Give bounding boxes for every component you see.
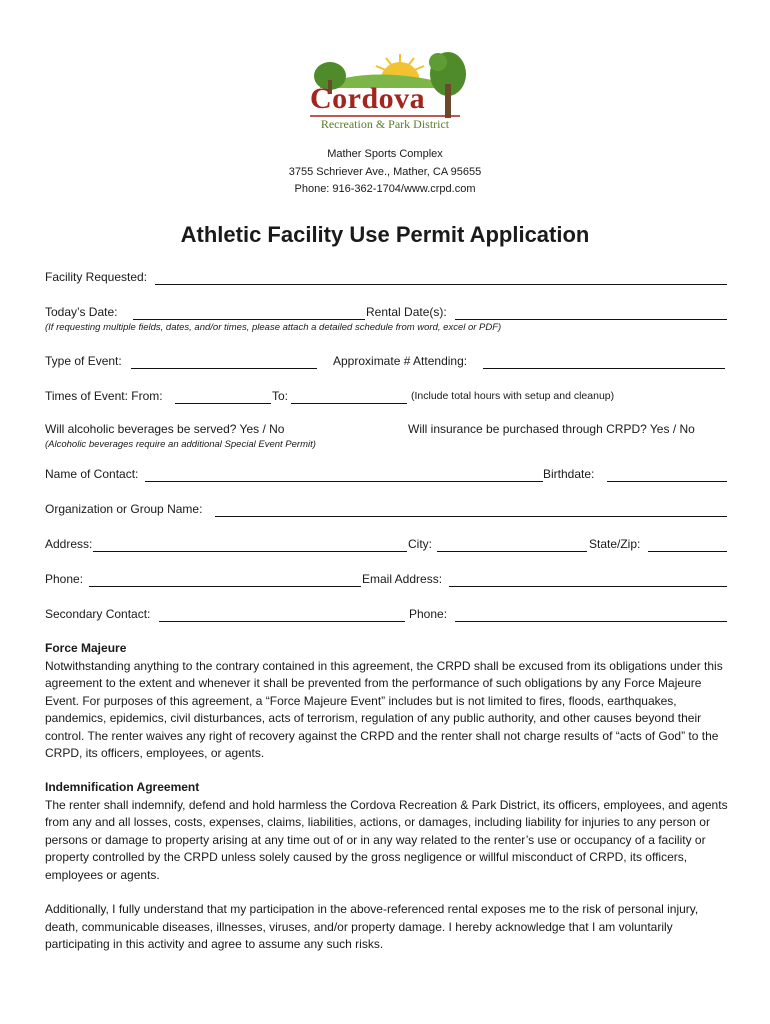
email-label: Email Address: [362,572,443,586]
times-to-label: To: [272,389,289,403]
force-majeure-heading: Force Majeure [45,641,127,655]
times-from-input-line[interactable] [175,403,271,404]
email-input-line[interactable] [449,586,727,587]
facility-row [45,270,727,288]
dates-row [45,305,727,323]
page-title: Athletic Facility Use Permit Application [180,222,590,247]
phone-email-row [45,572,727,590]
event-type-row [45,354,727,372]
times-row [45,389,727,407]
phone-label: Phone: [45,572,84,586]
state-zip-input-line[interactable] [648,551,727,552]
event-type-label: Type of Event: [45,354,122,368]
indemnification-body: The renter shall indemnify, defend and hold harmless the Cordova Recreation & Park District, its officers, employees, and agents from any and all losses, costs, expenses, claims, liabilities, actions, or damages, including liability for injuries to any person or persons or damage to property arising at any time out of or in any way related to the renter’s use or occupancy of a facility or property controlled by the CRPD unless solely caused by the gross negligence or willful misconduct of CRPD, its officers, employees or agents. [45,797,728,882]
rental-dates-label: Rental Date(s): [366,305,447,319]
birthdate-input-line[interactable] [607,481,727,482]
facility-input-line[interactable] [155,284,727,285]
multi-request-note: (If requesting multiple fields, dates, and/or times, please attach a detailed schedule from word, excel or PDF) [45,322,502,333]
secondary-phone-input-line[interactable] [455,621,727,622]
secondary-phone-label: Phone: [409,607,448,621]
address-input-line[interactable] [93,551,407,552]
times-note: (Include total hours with setup and cleanup) [411,390,615,402]
organization-input-line[interactable] [215,516,727,517]
today-date-label: Today’s Date: [45,305,118,319]
insurance-question[interactable]: Will insurance be purchased through CRPD? Yes / No [408,422,695,436]
address-row [45,537,727,555]
secondary-contact-label: Secondary Contact: [45,607,151,621]
rental-dates-input-line[interactable] [455,319,727,320]
force-majeure-body: Notwithstanding anything to the contrary contained in this agreement, the CRPD shall be excused from its obligations under this agreement to the extent and whenever it shall be prevented from the performance of such obligations by any Force Majeure Event. For purposes of this agreement, a “Force Majeure Event” includes but is not limited to fires, floods, earthquakes, pandemics, epidemics, civil disturbances, acts of terrorism, regulation of any public authority, and other causes beyond their control. The renter waives any right of recovery against the CRPD and the renter shall not charge results of “acts of God” to the CRPD, its officers, employees, or agents. [45,658,723,760]
alcohol-permit-note: (Alcoholic beverages require an additional Special Event Permit) [45,439,316,450]
address-line-2: 3755 Schriever Ave., Mather, CA 95655 [288,165,482,178]
attending-input-line[interactable] [483,368,725,369]
event-type-input-line[interactable] [131,368,317,369]
indemnification-additional: Additionally, I fully understand that my participation in the above-referenced rental exposes me to the risk of personal injury, death, communicable diseases, illnesses, viruses, and/or property damage. I hereby acknowledge that I am voluntarily participating in this activity and agree to assume any such risks. [45,902,699,951]
logo-wordmark: Cordova [310,82,426,115]
address-line-1: Mather Sports Complex [327,148,443,160]
contact-row [45,467,727,485]
state-zip-label: State/Zip: [589,537,641,551]
secondary-contact-row [45,607,727,625]
secondary-contact-input-line[interactable] [159,621,405,622]
alcohol-insurance-row [45,422,727,440]
city-input-line[interactable] [437,551,587,552]
attending-label: Approximate # Attending: [333,354,468,368]
today-date-input-line[interactable] [133,319,365,320]
logo-subtitle: Recreation & Park District [320,117,450,131]
force-majeure-section [45,640,730,763]
organization-label: Organization or Group Name: [45,502,203,516]
alcohol-question[interactable]: Will alcoholic beverages be served? Yes / No [45,422,285,436]
times-from-label: Times of Event: From: [45,389,163,403]
indemnification-heading: Indemnification Agreement [45,780,200,794]
city-label: City: [408,537,432,551]
phone-input-line[interactable] [89,586,361,587]
contact-name-input-line[interactable] [145,481,543,482]
address-block [0,146,770,199]
contact-name-label: Name of Contact: [45,467,139,481]
organization-row [45,502,727,520]
times-to-input-line[interactable] [291,403,407,404]
birthdate-label: Birthdate: [543,467,595,481]
address-label: Address: [45,537,93,551]
facility-label: Facility Requested: [45,270,148,284]
indemnification-section [45,779,730,954]
address-line-3: Phone: 916-362-1704/www.crpd.com [294,183,476,195]
